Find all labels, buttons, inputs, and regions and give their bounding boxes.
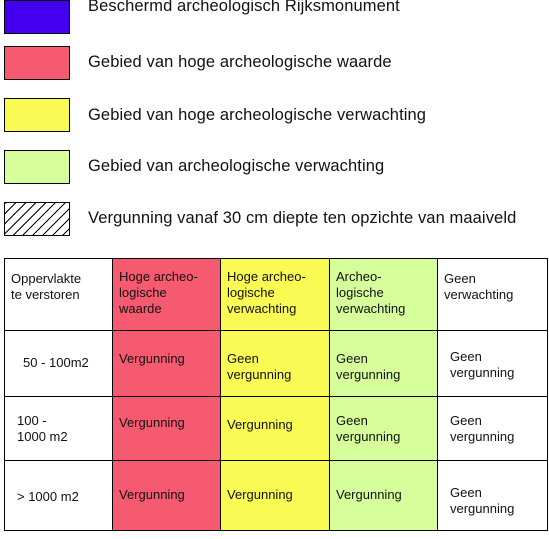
permit-cell: Vergunning bbox=[113, 331, 221, 397]
permit-cell: Vergunning bbox=[113, 461, 221, 531]
swatch-hoge-verwachting bbox=[4, 98, 70, 132]
permit-cell: Geen vergunning bbox=[438, 397, 548, 461]
legend-label: Gebied van archeologische verwachting bbox=[88, 157, 385, 175]
swatch-rijksmonument bbox=[4, 0, 70, 34]
swatch-hoge-waarde bbox=[4, 46, 70, 80]
swatch-verwachting bbox=[4, 150, 70, 184]
swatch-hatch bbox=[4, 202, 70, 236]
table-row bbox=[5, 331, 548, 397]
legend-label: Vergunning vanaf 30 cm diepte ten opzichte van maaiveld bbox=[88, 209, 517, 227]
permit-cell: Geen vergunning bbox=[438, 331, 548, 397]
legend-item-hatch bbox=[0, 202, 549, 240]
permit-cell: Vergunning bbox=[221, 461, 330, 531]
permit-cell: Geen vergunning bbox=[221, 331, 330, 397]
size-cell: > 1000 m2 bbox=[5, 461, 113, 531]
header-verwachting: Archeo- logische verwachting bbox=[330, 259, 438, 331]
legend-label: Gebied van hoge archeologische waarde bbox=[88, 53, 392, 71]
header-hoge-verwachting: Hoge archeo- logische verwachting bbox=[221, 259, 330, 331]
header-oppervlakte: Oppervlakte te verstoren bbox=[5, 259, 113, 331]
legend-label: Beschermd archeologisch Rijksmonument bbox=[88, 0, 400, 15]
permit-cell: Vergunning bbox=[330, 461, 438, 531]
permit-cell: Vergunning bbox=[113, 397, 221, 461]
legend-item-rijksmonument bbox=[0, 0, 549, 30]
size-cell: 100 - 1000 m2 bbox=[5, 397, 113, 461]
permit-cell: Geen vergunning bbox=[438, 461, 548, 531]
table-row bbox=[5, 397, 548, 461]
permit-cell: Geen vergunning bbox=[330, 397, 438, 461]
table-header-row bbox=[5, 259, 548, 331]
size-cell: 50 - 100m2 bbox=[5, 331, 113, 397]
table-row bbox=[5, 461, 548, 531]
header-hoge-waarde: Hoge archeo- logische waarde bbox=[113, 259, 221, 331]
permit-matrix-table bbox=[4, 258, 548, 531]
legend-item-verwachting bbox=[0, 150, 549, 188]
permit-cell: Geen vergunning bbox=[330, 331, 438, 397]
legend-label: Gebied van hoge archeologische verwachting bbox=[88, 106, 427, 124]
legend-item-hoge-waarde bbox=[0, 46, 549, 84]
permit-cell: Vergunning bbox=[221, 397, 330, 461]
header-geen-verwachting: Geen verwachting bbox=[438, 259, 548, 331]
legend-item-hoge-verwachting bbox=[0, 98, 549, 136]
